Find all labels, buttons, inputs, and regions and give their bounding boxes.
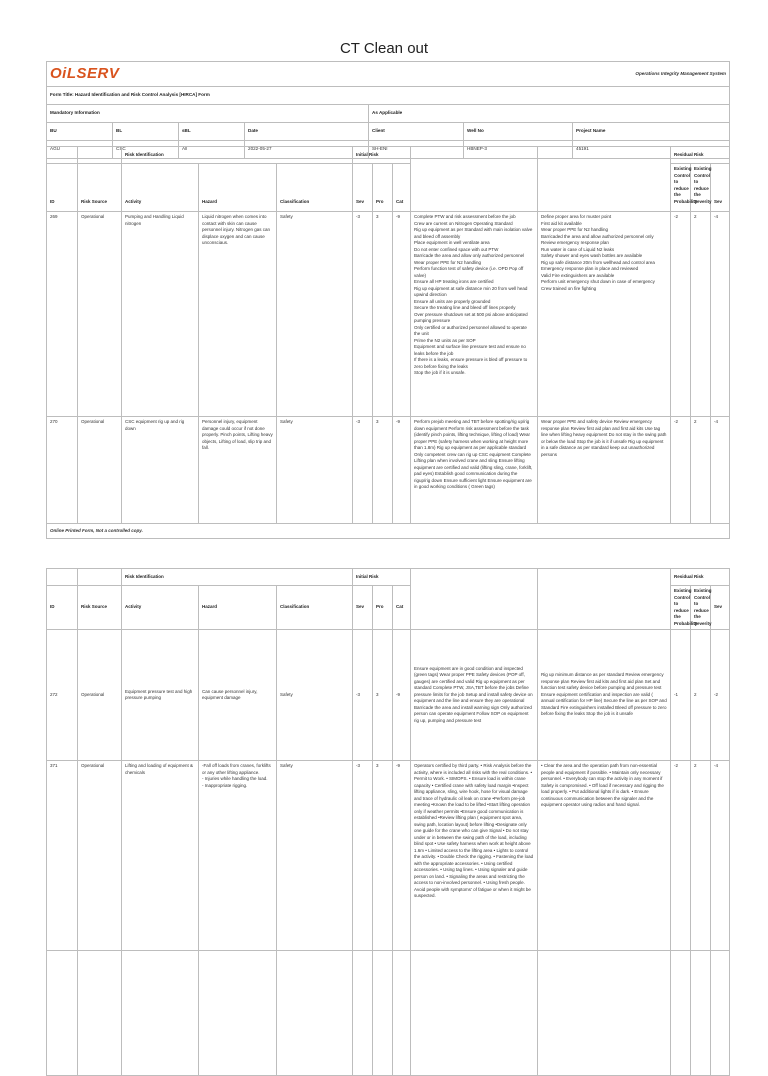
oilserv-logo: OiLSERV xyxy=(50,65,120,82)
form-title: Form Title: Hazard Identification and Risk Control Analysis [HIRCA] Form xyxy=(47,87,730,105)
row-residual-pro: 2 xyxy=(691,761,711,951)
well-no-value: HBNEP-3 xyxy=(464,141,573,159)
row-pro: 3 xyxy=(373,417,393,524)
row-cat: -9 xyxy=(393,212,411,417)
row-id: 269 xyxy=(47,212,78,417)
sbl-value: All xyxy=(179,141,245,159)
col-cat: Cat xyxy=(393,164,411,212)
col-control-severity: Existing Control to reduce the Severity xyxy=(691,586,711,630)
row-sev: -3 xyxy=(353,630,373,761)
col-id: ID xyxy=(47,164,78,212)
col-control-probability: Existing Control to reduce the Probability xyxy=(671,586,691,630)
date-value: 2022-05-27 xyxy=(245,141,369,159)
row-residual-sev: -2 xyxy=(671,212,691,417)
row-classification: Safety xyxy=(277,761,353,951)
row-control-severity: Define proper area for muster point First aid kit available Wear proper PPE for N2 handling Barricaded the area and allow authorized personnel only Review emergency response plan Run water in case of Liquid N2 leaks Safety shower and eyes wash bottles are available Rig up safe distance 20m from wellhead and control area Emergency response plan in place and reviewed Valid Fire extinguishers are available Perform unit emergency shut down in case of emergency Crew trained on fire fighting xyxy=(538,212,671,417)
well-no-label: Well No xyxy=(464,123,573,141)
row-pro: 3 xyxy=(373,761,393,951)
risk-table xyxy=(46,146,730,539)
row-hazard: Liquid nitrogen when comes into contact with skin can cause personnel injury. Nitrogen gas can displace oxygen and can cause unconsciaus. xyxy=(199,212,277,417)
table-row xyxy=(47,761,730,951)
group-header-row xyxy=(47,569,730,586)
row-activity: Equipment pressure test and high pressure pumping xyxy=(122,630,199,761)
as-applicable-label: As Applicable xyxy=(369,105,730,123)
row-residual-sev: -2 xyxy=(671,417,691,524)
col-risk-source: Risk Source xyxy=(78,164,122,212)
table-row xyxy=(47,417,730,524)
bu-value: AGU xyxy=(47,141,113,159)
col-hazard: Hazard xyxy=(199,586,277,630)
col-activity: Activity xyxy=(122,586,199,630)
row-control-probability: Complete PTW and risk assessment before the job Crew are current on Nitrogen Operating Standard Rig up equipment as per Standard with main isolation valve and bleed off assembly Place equipment in well ventilate area Do not enter confined space with out PTW Barricade the area and allow only authorized personnel Wear proper PPE for N2 handling Perform function test of safety device (i.e. OPD Pop off valve) Ensure all HP treating irons are certified Rig up equipment at safe distance min 20 from well head upwind direction Ensure all units are properly grounded Secure the treating line and bleed off lines properly Over pressure shutdown set at 500 psi above anticipated pumping pressure Only certified or authorized personnel allowed to operate the unit Prime the N2 units as per SOP Equipment and surface line pressure test and ensure no leaks before the job If there is a leaks, ensure pressure is bled off pressure to zero before fixing the leaks Stop the job if it is unsafe. xyxy=(411,212,538,417)
col-pro: Pro xyxy=(373,586,393,630)
row-classification: Safety xyxy=(277,630,353,761)
row-residual-sev: -2 xyxy=(671,761,691,951)
row-control-probability: Ensure equipment are in good condition and inspected (green tags) Wear proper PPE Safety devices (POP off, gauges) are certified and valid Rig up equipment as per standard Complete PTW, JSA,TBT before the jobs Define pressure limits for the job Setup and install safety device on equipment and the line and ensure they are operational Barricade the area and install warning sign Only authorized person can operate equipment Follow SOP on equipment rig up, pumping and pressure test xyxy=(411,630,538,761)
residual-risk-header: Residual Risk xyxy=(671,569,730,586)
row-residual-pro: 2 xyxy=(691,212,711,417)
col-residual-sev: Sev xyxy=(711,164,730,212)
row-hazard: Can cause personnel injury, equipment damage xyxy=(199,630,277,761)
col-residual-sev: Sev xyxy=(711,586,730,630)
col-cat: Cat xyxy=(393,586,411,630)
row-residual-cat: -2 xyxy=(711,630,730,761)
row-sev: -3 xyxy=(353,761,373,951)
row-id: 270 xyxy=(47,417,78,524)
mandatory-info-label: Mandatory Information xyxy=(47,105,369,123)
row-id: 371 xyxy=(47,761,78,951)
col-sev: Sev xyxy=(353,164,373,212)
form-header-table xyxy=(46,61,730,159)
risk-identification-header: Risk Identification xyxy=(122,147,353,164)
col-risk-source: Risk Source xyxy=(78,586,122,630)
client-label: Client xyxy=(369,123,464,141)
row-control-probability: Perform prejob meeting and TBT before spotting/rig up/rig down equipment Perform risk assessment before the task (identify pinch points, lifting technique, lifting of load) Wear proper PPE (safety harness when working at height more than 1.8m) Rig up equipment as per applicable standard Only competent crew can rig up CSC equipment Complete Lifting plan when involved crane and sling Ensure lifting equipment are certified and valid (lifting sling, crane, forklift, pad eyes) Establish good communication during the rigup/rig down Ensure sufficient light Ensure equipment are in good working conditions ( Green tags) xyxy=(411,417,538,524)
row-residual-sev: -1 xyxy=(671,630,691,761)
col-activity: Activity xyxy=(122,164,199,212)
project-name-label: Project Name xyxy=(573,123,730,141)
empty-row xyxy=(47,951,730,1076)
bl-value: CSC xyxy=(113,141,179,159)
initial-risk-header: Initial Risk xyxy=(353,147,411,164)
row-risk-source: Operational xyxy=(78,212,122,417)
field-labels-row xyxy=(47,123,730,141)
row-cat: -9 xyxy=(393,630,411,761)
row-activity: Pumping and Handling Liquid nitrogen xyxy=(122,212,199,417)
col-classification: Classification xyxy=(277,164,353,212)
row-hazard: -Fall off loads from cranes, forklifts or any other lifting appliance. - Injuries while handling the load. - Inappropriate rigging. xyxy=(199,761,277,951)
residual-risk-header: Residual Risk xyxy=(671,147,730,164)
system-name: Operations Integrity Management System xyxy=(245,62,730,87)
initial-risk-header: Initial Risk xyxy=(353,569,411,586)
row-classification: Safety xyxy=(277,212,353,417)
sbl-label: sBL xyxy=(179,123,245,141)
row-cat: -9 xyxy=(393,761,411,951)
bl-label: BL xyxy=(113,123,179,141)
project-name-value: 45191 xyxy=(573,141,730,159)
date-label: Date xyxy=(245,123,369,141)
document-title: CT Clean out xyxy=(339,40,429,57)
table-row xyxy=(47,630,730,761)
row-risk-source: Operational xyxy=(78,630,122,761)
row-residual-pro: 2 xyxy=(691,630,711,761)
risk-identification-header: Risk Identification xyxy=(122,569,353,586)
col-hazard: Hazard xyxy=(199,164,277,212)
header-logo-row xyxy=(47,62,730,87)
client-value: SH-ENI xyxy=(369,141,464,159)
row-control-severity: • Clear the area and the operation path from non-essential people and equipment if possible. • Maintain only necessary personnel. • Everybody can stop the activity in any moment if Safety is compromised. • Off load if necessary and rigging the load properly. • Put additional lights if is dark. • Ensure continuous communication between the signaler and the equipment operator using radios and hand signal. xyxy=(538,761,671,951)
group-header-row xyxy=(47,147,730,164)
col-control-severity: Existing Control to reduce the Severity xyxy=(691,164,711,212)
bu-label: BU xyxy=(47,123,113,141)
row-activity: CSC equipment rig up and rig down xyxy=(122,417,199,524)
row-classification: Safety xyxy=(277,417,353,524)
row-risk-source: Operational xyxy=(78,417,122,524)
col-id: ID xyxy=(47,586,78,630)
row-activity: Lifting and loading of equipment & chemicals xyxy=(122,761,199,951)
row-sev: -3 xyxy=(353,212,373,417)
row-id: 272 xyxy=(47,630,78,761)
table-row xyxy=(47,212,730,417)
risk-table xyxy=(46,568,730,1076)
col-control-probability: Existing Control to reduce the Probability xyxy=(671,164,691,212)
col-classification: Classification xyxy=(277,586,353,630)
row-control-severity: Rig up minimum distance as per standard Review emergency response plan Review first aid kits and first aid plan Set and function test safety device before pumping and pressure test Ensure equipment certification and inspection are valid ( annual certification for HP line) Secure the line as per SOP and Standard Fire extinguishers installed Bleed off pressure to zero before fixing the leaks Stop the job is it unsafe xyxy=(538,630,671,761)
row-residual-cat: -4 xyxy=(711,761,730,951)
row-residual-pro: 2 xyxy=(691,417,711,524)
row-cat: -9 xyxy=(393,417,411,524)
row-pro: 3 xyxy=(373,212,393,417)
row-sev: -3 xyxy=(353,417,373,524)
footer-note: Online Printed Form, Not a controlled copy. xyxy=(47,524,730,539)
row-residual-cat: -4 xyxy=(711,212,730,417)
col-sev: Sev xyxy=(353,586,373,630)
row-risk-source: Operational xyxy=(78,761,122,951)
row-pro: 3 xyxy=(373,630,393,761)
row-residual-cat: -4 xyxy=(711,417,730,524)
row-hazard: Personnel injury, equipment damage could occur if not done properly. Pinch points, Lifting heavy objects, Lifting of load, slip trip and fall. xyxy=(199,417,277,524)
row-control-severity: Wear proper PPE and safety device Review emergency response plan Review first aid plan and first aid kits Use tag line when lifting heavy equipment Do not stay in the swing path or below the load Stop the job is it if unsafe Rig up equipment in a safe distance as per standard keep out unauthorized persons xyxy=(538,417,671,524)
row-control-probability: Operators certified by third party. • Risk Analysis before the activity, where is included all risks with the real conditions. • Permit to Work. • SIMOPS. • Ensure load is within crane capacity • Certified crane with safety load margin •Inspect lifting appliance, sling, wire hook, hose for visual damage and trace of hydraulic oil leak on crane •Perform pre-job meeting •Known the load to be lifted •Start lifting operation only if weather permits •Ensure good communication is established •Review lifting plan ( equipment spot area, swing path, location layout) before lifting •Designate only one guide for the crane who can give Signal • Do not stay under or in between the swing path of the load, including blind spot • Use safety harness when work at height above 1.6m • Limited access to the lifting area • Lights to control the activity. • Double Check the rigging. • Fastening the load with the appropriate accessories. • Using certified accessories. • Using tag lines. • Using signaler and guide person on land. • Signaling the areas and restricting the access to non-involved personnel. • Using fresh people. Avoid people with symptoms' of fatigue or when it might be suspected. xyxy=(411,761,538,951)
col-pro: Pro xyxy=(373,164,393,212)
